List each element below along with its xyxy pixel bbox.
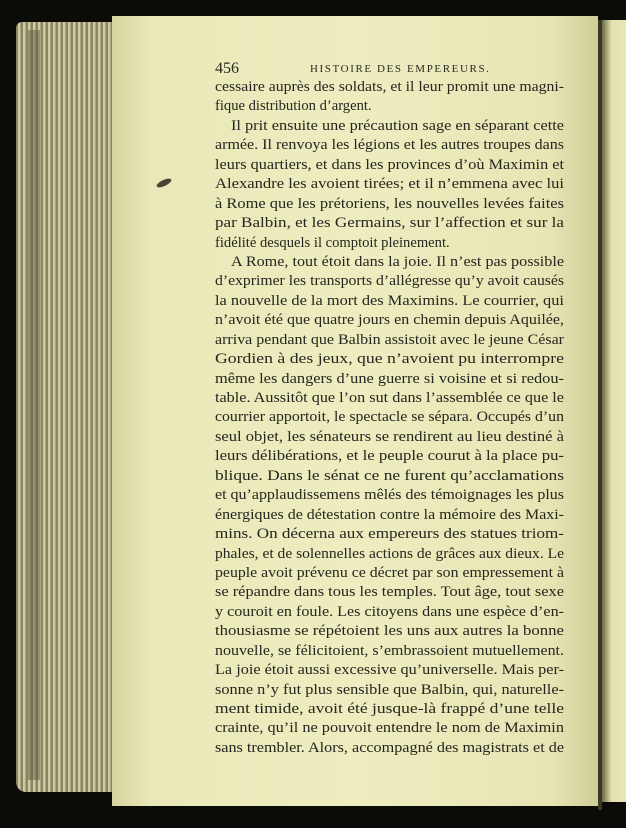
text-line-content: par Balbin, et les Germains, sur l’affection et sur la <box>215 215 564 232</box>
text-line-content: Gordien à des jeux, que n’avoient pu interrompre <box>215 351 564 368</box>
text-line <box>215 78 565 97</box>
text-line <box>215 661 565 680</box>
text-line-content: arriva pendant que Balbin assistoit avec le jeune César <box>215 331 565 348</box>
text-line-content: sonne n’y fut plus sensible que Balbin, qui, naturelle- <box>215 681 565 698</box>
text-line <box>215 234 565 253</box>
text-line-content: d’exprimer les transports d’allégresse qu’y avoit causés <box>215 273 565 290</box>
text-line-content: A Rome, tout étoit dans la joie. Il n’est pas possible <box>231 253 565 270</box>
text-line <box>215 719 565 738</box>
text-line <box>215 370 565 389</box>
text-line-content: blique. Dans le sénat ce ne furent qu’acclamations <box>215 467 564 484</box>
text-line-content: et qu’applaudissemens mêlés des témoignages les plus <box>215 487 564 504</box>
text-line <box>215 136 565 155</box>
text-line-content: leurs quartiers, et dans les provinces d’où Maximin et <box>215 156 564 173</box>
text-line-content: courrier apportoit, le spectacle se sépara. Occupés d’un <box>215 409 565 426</box>
text-line <box>215 428 565 447</box>
running-title: HISTOIRE DES EMPEREURS. <box>310 63 491 75</box>
text-line <box>215 350 565 369</box>
text-line-content: seul objet, les sénateurs se rendirent au lieu destiné à <box>215 428 564 445</box>
text-line-content: cessaire auprès des soldats, et il leur promit une magni- <box>215 79 564 95</box>
text-line <box>215 389 565 408</box>
text-line <box>215 603 565 622</box>
text-line <box>215 195 565 214</box>
text-line-content: thousiasme se répétoient les uns aux autres la bonne <box>215 623 564 640</box>
text-line <box>215 447 565 466</box>
text-line-content: armée. Il renvoya les légions et les autres troupes dans <box>215 137 565 154</box>
text-line-content: fique distribution d’argent. <box>215 98 372 115</box>
text-line <box>215 545 565 564</box>
text-line <box>215 292 565 311</box>
text-line-content: table. Aussitôt que l’on sut dans l’assemblée ce que le <box>215 390 565 406</box>
text-line <box>215 564 565 583</box>
text-line <box>215 117 565 136</box>
text-line <box>215 97 565 116</box>
text-line-content: à Rome que les prétoriens, les nouvelles levées faites <box>215 195 565 212</box>
text-line-content: y couroit en foule. Les citoyens dans une espèce d’en- <box>215 603 564 620</box>
text-line-content: la nouvelle de la mort des Maximins. Le courrier, qui <box>215 292 564 309</box>
text-line-content: même les dangers d’une guerre si voisine et si redou- <box>215 370 565 387</box>
text-line <box>215 331 565 350</box>
text-line-content: crainte, qu’il ne pouvoit entendre le nom de Maximin <box>215 720 564 737</box>
text-line-content: phales, et de solennelles actions de grâces aux dieux. Le <box>215 545 564 562</box>
text-line <box>215 700 565 719</box>
text-line <box>215 175 565 194</box>
facing-page-edge <box>602 20 626 802</box>
running-header <box>215 60 565 80</box>
text-line-content: peuple avoit prévenu ce décret par son empressement à <box>215 564 564 581</box>
text-line <box>215 467 565 486</box>
page-number: 456 <box>215 60 239 77</box>
body-text <box>215 78 565 758</box>
text-line-content: Il prit ensuite une précaution sage en séparant cette <box>231 117 565 134</box>
text-line-content: sans trembler. Alors, accompagné des magistrats et de <box>215 739 565 756</box>
text-line <box>215 272 565 291</box>
text-line-content: n’avoit été que quatre jours en chemin depuis Aquilée, <box>215 312 565 329</box>
text-line-content: fidélité desquels il comptoit pleinement. <box>215 234 450 251</box>
text-line <box>215 311 565 330</box>
text-line <box>215 253 565 272</box>
text-line <box>215 408 565 427</box>
text-line <box>215 622 565 641</box>
page-edge-shadow <box>28 30 40 780</box>
text-line-content: ment timide, avoit été jusque-là frappé d’une telle <box>215 701 564 717</box>
text-line <box>215 739 565 758</box>
text-line-content: La joie étoit aussi excessive qu’universelle. Mais per- <box>215 662 565 679</box>
text-line-content: nouvelle, se félicitoient, s’embrassoient mutuellement. <box>215 642 564 659</box>
text-line <box>215 214 565 233</box>
text-line-content: se répandre dans tous les temples. Tout âge, tout sexe <box>215 584 564 601</box>
text-line <box>215 642 565 661</box>
text-line <box>215 525 565 544</box>
text-line-content: Alexandre les avoient tirées; et il n’emmena avec lui <box>215 176 564 193</box>
text-line <box>215 156 565 175</box>
text-line-content: leurs délibérations, et le peuple courut à la place pu- <box>215 448 565 465</box>
text-line <box>215 486 565 505</box>
text-line-content: énergiques de détestation contre la mémoire des Maxi- <box>215 506 564 523</box>
text-line <box>215 681 565 700</box>
text-line <box>215 506 565 525</box>
text-line-content: mins. On décerna aux empereurs des statues triom- <box>215 526 564 543</box>
text-line <box>215 583 565 602</box>
